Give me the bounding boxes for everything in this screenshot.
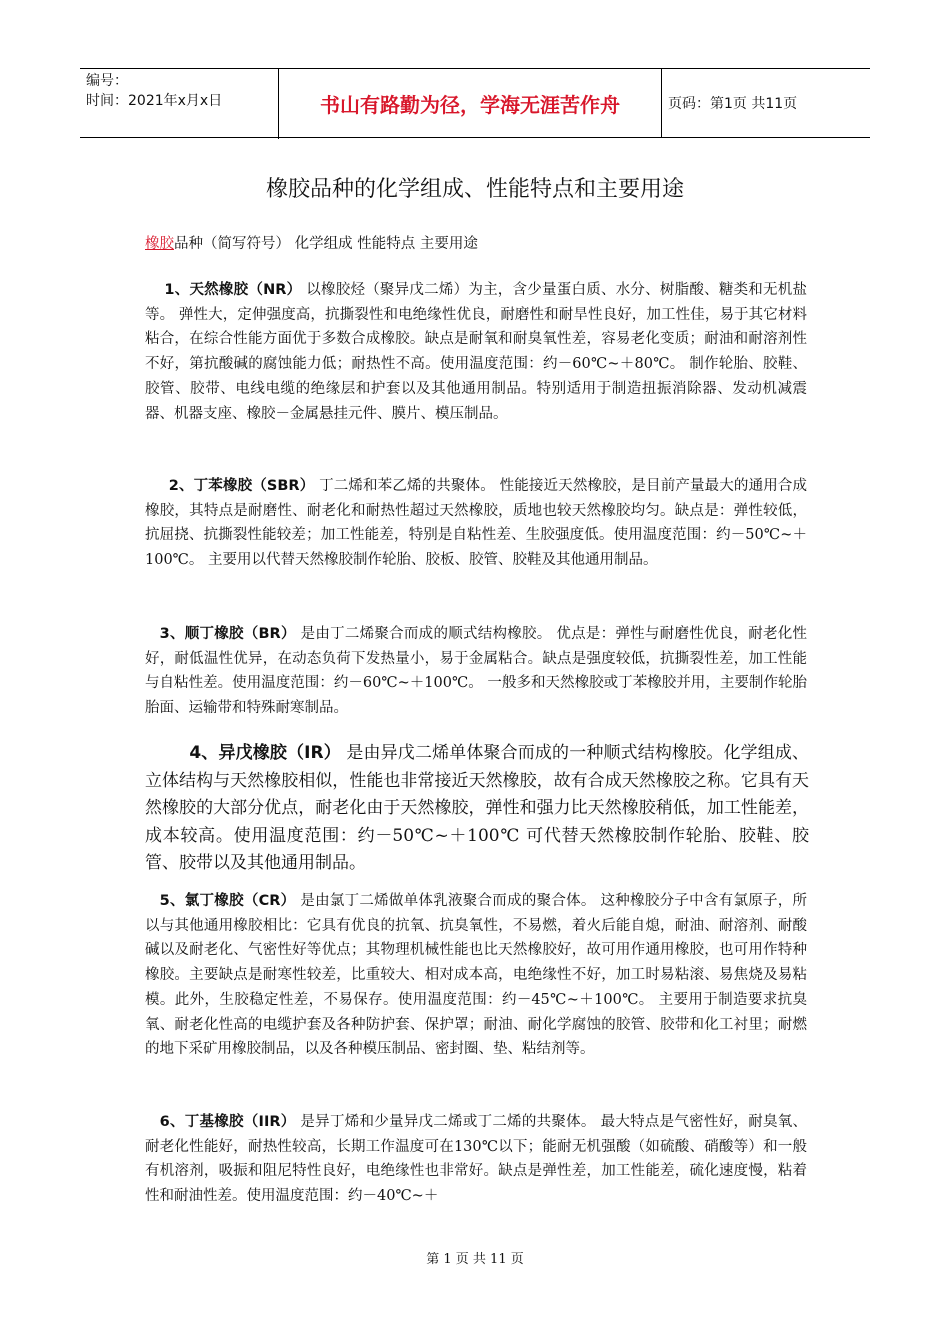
section-heading: 2、丁苯橡胶（SBR） (168, 478, 315, 494)
section-heading: 5、氯丁橡胶（CR） (159, 893, 296, 909)
header-info-cell (80, 69, 279, 139)
section-heading: 4、异戊橡胶（IR） (189, 743, 341, 763)
section-heading: 1、天然橡胶（NR） (164, 282, 302, 298)
document-title: 橡胶品种的化学组成、性能特点和主要用途 (265, 177, 684, 202)
section-sbr (145, 474, 807, 573)
section-natural-rubber (145, 278, 807, 426)
section-text: 丁二烯和苯乙烯的共聚体。 性能接近天然橡胶，是目前产量最大的通用合成橡胶，其特点是耐磨性、耐老化和耐热性超过天然橡胶，质地也较天然橡胶均匀。缺点是：弹性较低，抗屈挠、抗撕裂性能较差；加工性能差，特别是自粘性差、生胶强度低。使用温度范围：约－50℃~＋100℃。 主要用以代替天然橡胶制作轮胎、胶板、胶管、胶鞋及其他通用制品。 (145, 478, 808, 569)
number-label: 编号： (86, 73, 128, 89)
column-heading-text: 品种（简写符号） 化学组成 性能特点 主要用途 (174, 236, 478, 252)
section-text: 以橡胶烃（聚异戊二烯）为主，含少量蛋白质、水分、树脂酸、糖类和无机盐等。 弹性大，定伸强度高，抗撕裂性和电绝缘性优良，耐磨性和耐旱性良好，加工性佳，易于其它材料粘合，在综合性能方面优于多数合成橡胶。缺点是耐氧和耐臭氧性差，容易老化变质；耐油和耐溶剂性不好，第抗酸碱的腐蚀能力低；耐热性不高。使用温度范围：约－60℃~＋80℃。 制作轮胎、胶鞋、胶管、胶带、电线电缆的绝缘层和护套以及其他通用制品。特别适用于制造扭振消除器、发动机减震器、机器支座、橡胶－金属悬挂元件、膜片、模压制品。 (145, 282, 808, 422)
section-iir (145, 1110, 807, 1209)
header-page-label: 页码：第1页 共11页 (668, 96, 798, 112)
section-text: 是由氯丁二烯做单体乳液聚合而成的聚合体。 这种橡胶分子中含有氯原子，所以与其他通用橡胶相比：它具有优良的抗氧、抗臭氧性，不易燃，着火后能自熄，耐油、耐溶剂、耐酸碱以及耐老化、气密性好等优点；其物理机械性能也比天然橡胶好，故可用作通用橡胶，也可用作特种橡胶。主要缺点是耐寒性较差，比重较大、相对成本高，电绝缘性不好，加工时易粘滚、易焦烧及易粘模。此外，生胶稳定性差，不易保存。使用温度范围：约－45℃~＋100℃。 主要用于制造要求抗臭氧、耐老化性高的电缆护套及各种防护套、保护罩；耐油、耐化学腐蚀的胶管、胶带和化工衬里；耐燃的地下采矿用橡胶制品，以及各种模压制品、密封圈、垫、粘结剂等。 (145, 893, 808, 1058)
time-label: 时间：2021年x月x日 (86, 93, 223, 109)
column-headings (145, 232, 478, 253)
section-heading: 3、顺丁橡胶（BR） (159, 626, 296, 642)
section-heading: 6、丁基橡胶（IIR） (159, 1114, 296, 1130)
section-ir (145, 740, 809, 878)
section-text: 是异丁烯和少量异戊二烯或丁二烯的共聚体。 最大特点是气密性好，耐臭氧、耐老化性能好，耐热性较高，长期工作温度可在130℃以下；能耐无机强酸（如硫酸、硝酸等）和一般有机溶剂，吸振和阻尼特性良好，电绝缘性也非常好。缺点是弹性差，加工性能差，硫化速度慢，粘着性和耐油性差。使用温度范围：约－40℃~＋ (145, 1114, 808, 1205)
section-br (145, 622, 807, 721)
section-text: 是由丁二烯聚合而成的顺式结构橡胶。 优点是：弹性与耐磨性优良，耐老化性好，耐低温性优异，在动态负荷下发热量小，易于金属粘合。缺点是强度较低，抗撕裂性差，加工性能与自粘性差。使用温度范围：约－60℃~＋100℃。 一般多和天然橡胶或丁苯橡胶并用，主要制作轮胎胎面、运输带和特殊耐寒制品。 (145, 626, 808, 717)
section-text: 是由异戊二烯单体聚合而成的一种顺式结构橡胶。化学组成、立体结构与天然橡胶相似，性能也非常接近天然橡胶，故有合成天然橡胶之称。它具有天然橡胶的大部分优点，耐老化由于天然橡胶，弹性和强力比天然橡胶稍低，加工性能差，成本较高。使用温度范围：约－50℃~＋100℃ 可代替天然橡胶制作轮胎、胶鞋、胶管、胶带以及其他通用制品。 (145, 743, 809, 873)
header-motto: 书山有路勤为径，学海无涯苦作舟 (279, 69, 662, 137)
page-footer: 第 1 页 共 11 页 (426, 1252, 524, 1267)
column-heading-link[interactable]: 橡胶 (145, 236, 174, 252)
section-cr (145, 889, 807, 1062)
header-table (80, 68, 870, 138)
